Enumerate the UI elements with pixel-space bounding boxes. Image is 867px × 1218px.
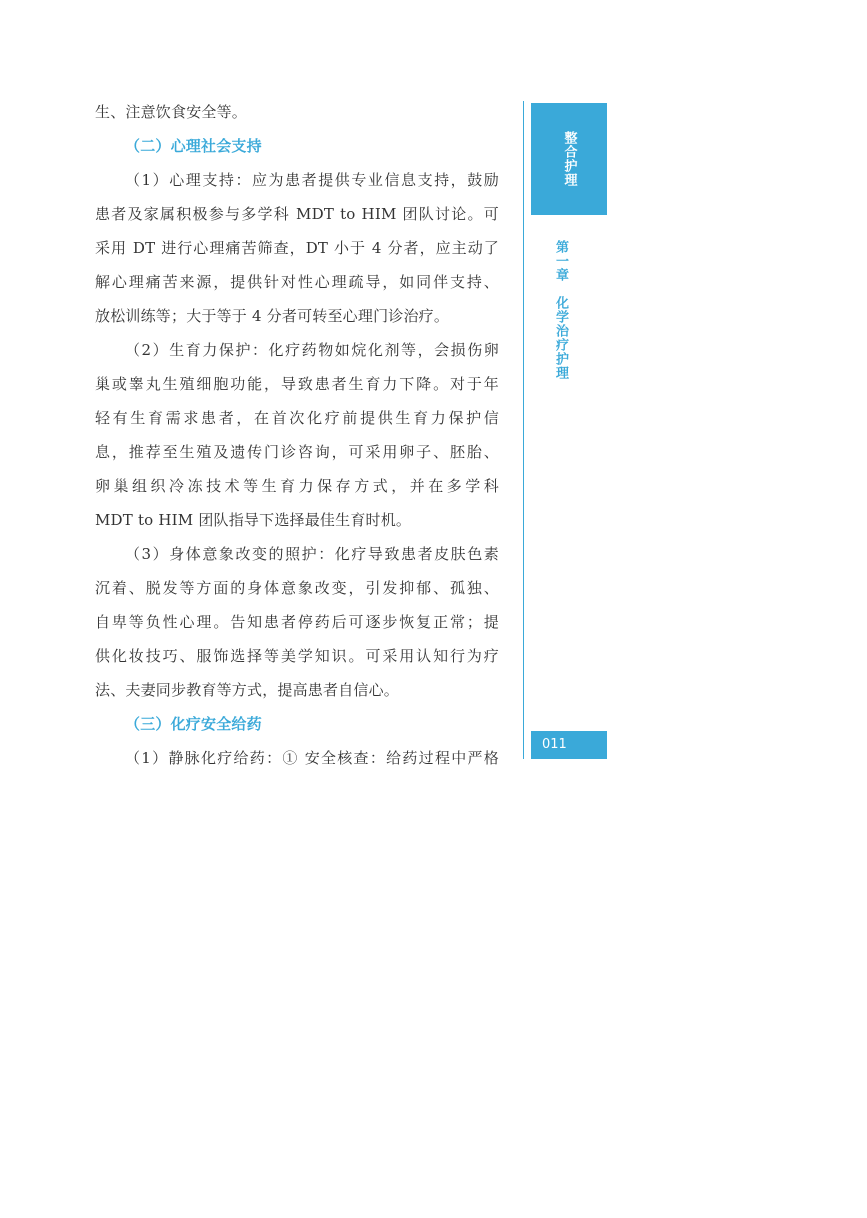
text-line: 供化妆技巧、服饰选择等美学知识。可采用认知行为疗 — [95, 647, 499, 665]
text-line: 轻有生育需求患者，在首次化疗前提供生育力保护信 — [95, 409, 499, 427]
text-line: 生、注意饮食安全等。 — [95, 103, 248, 121]
text-line: （3）身体意象改变的照护：化疗导致患者皮肤色素 — [125, 545, 499, 563]
body-text — [95, 95, 499, 775]
section-heading: （三）化疗安全给药 — [125, 715, 262, 733]
text-line: 卵巢组织冷冻技术等生育力保存方式，并在多学科 — [95, 477, 499, 495]
book-title: 整合护理 — [561, 131, 577, 187]
text-line: （1）静脉化疗给药：① 安全核查：给药过程中严格 — [125, 749, 499, 767]
text-line: 息，推荐至生殖及遗传门诊咨询，可采用卵子、胚胎、 — [95, 443, 499, 461]
book-title-tab — [531, 103, 607, 215]
text-line: 放松训练等；大于等于 4 分者可转至心理门诊治疗。 — [95, 307, 450, 325]
text-line: 解心理痛苦来源，提供针对性心理疏导，如同伴支持、 — [95, 273, 499, 291]
page-number: 011 — [531, 731, 607, 759]
text-line: 法、夫妻同步教育等方式，提高患者自信心。 — [95, 681, 400, 699]
section-heading: （二）心理社会支持 — [125, 137, 262, 155]
chapter-title: 化学治疗护理 — [553, 296, 568, 380]
text-line: 患者及家属积极参与多学科 MDT to HIM 团队讨论。可 — [95, 205, 499, 223]
text-line: （1）心理支持：应为患者提供专业信息支持，鼓励 — [125, 171, 499, 189]
sidebar-divider — [523, 101, 524, 759]
chapter-label — [551, 240, 570, 380]
text-line: MDT to HIM 团队指导下选择最佳生育时机。 — [95, 511, 412, 529]
chapter-number: 第一章 — [553, 240, 568, 282]
text-line: 巢或睾丸生殖细胞功能，导致患者生育力下降。对于年 — [95, 375, 499, 393]
text-line: 采用 DT 进行心理痛苦筛查，DT 小于 4 分者，应主动了 — [95, 239, 499, 257]
text-line: 自卑等负性心理。告知患者停药后可逐步恢复正常；提 — [95, 613, 499, 631]
text-line: 沉着、脱发等方面的身体意象改变，引发抑郁、孤独、 — [95, 579, 499, 597]
text-line: （2）生育力保护：化疗药物如烷化剂等，会损伤卵 — [125, 341, 499, 359]
